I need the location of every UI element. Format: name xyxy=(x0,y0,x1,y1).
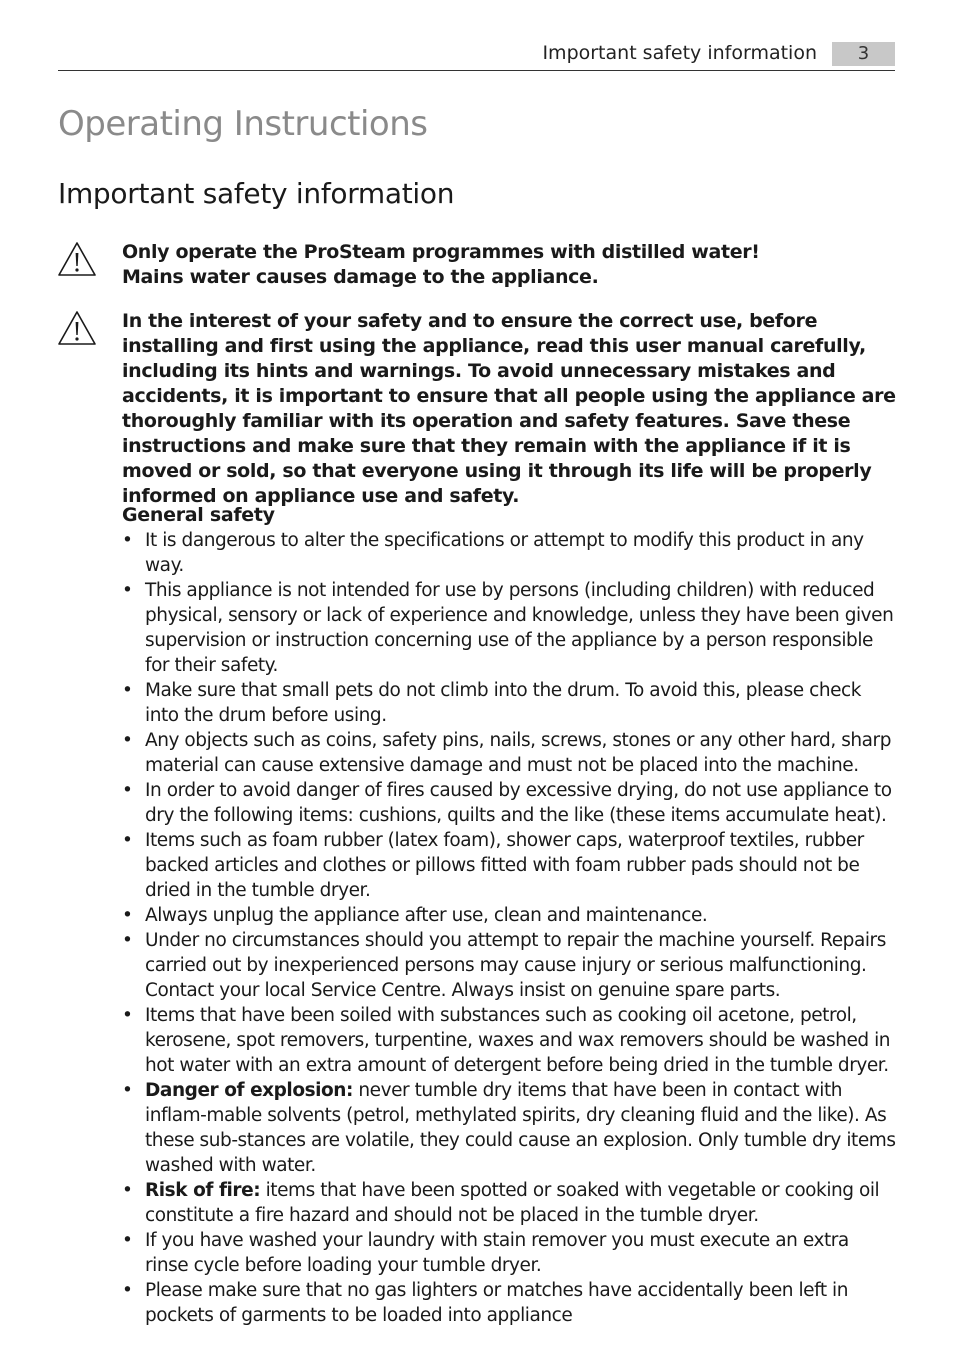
safety-list-item xyxy=(122,778,897,828)
header-title: Important safety information xyxy=(542,42,817,64)
general-safety-heading: General safety xyxy=(122,504,275,526)
bullet-icon: • xyxy=(122,1005,133,1026)
bullet-icon: • xyxy=(122,1280,133,1301)
item-text: It is dangerous to alter the specifications or attempt to modify this product in any way. xyxy=(145,530,864,576)
page-number: 3 xyxy=(832,42,895,66)
safety-list-item xyxy=(122,928,897,1003)
safety-list-item xyxy=(122,1078,897,1178)
bullet-icon: • xyxy=(122,780,133,801)
warning-paragraph: In the interest of your safety and to ensure the correct use, before installing and first using the appliance, read this user manual carefully, including its hints and warnings. To avoid unnecessary mistakes and accidents, it is important to ensure that all people using the appliance are thoroughly familiar with its operation and safety features. Save these instructions and make sure that they remain with the appliance if it is moved or sold, so that everyone using it through its life will be properly informed on appliance use and safety. xyxy=(122,310,896,507)
bullet-icon: • xyxy=(122,1080,133,1101)
safety-list-item xyxy=(122,1178,897,1228)
warning-distilled-water xyxy=(122,240,897,290)
item-text: never tumble dry items that have been in contact with inflam-mable solvents (petrol, methylated spirits, dry cleaning fluid and the like). As these sub-stances are volatile, they could cause an explosion. Only tumble dry items washed with water. xyxy=(145,1080,896,1176)
safety-list-item xyxy=(122,578,897,678)
bullet-icon: • xyxy=(122,1180,133,1201)
item-text: Always unplug the appliance after use, clean and maintenance. xyxy=(145,905,708,926)
warning-line: Mains water causes damage to the appliance. xyxy=(122,266,599,288)
item-text: Items such as foam rubber (latex foam), shower caps, waterproof textiles, rubber backed articles and clothes or pillows fitted with foam rubber pads should not be dried in the tumble dryer. xyxy=(145,830,864,901)
item-lead: Danger of explosion: xyxy=(145,1080,353,1101)
safety-list-item xyxy=(122,903,897,928)
item-text: Items that have been soiled with substances such as cooking oil acetone, petrol, kerosene, spot removers, turpentine, waxes and wax removers should be washed in hot water with an extra amount of detergent before being dried in the tumble dryer. xyxy=(145,1005,891,1076)
item-text: In order to avoid danger of fires caused by excessive drying, do not use appliance to dry the following items: cushions, quilts and the like (these items accumulate heat). xyxy=(145,780,892,826)
item-lead: Risk of fire: xyxy=(145,1180,261,1201)
bullet-icon: • xyxy=(122,905,133,926)
item-text: Under no circumstances should you attempt to repair the machine yourself. Repairs carried out by inexperienced persons may cause injury or serious malfunctioning. Contact your local Service Centre. Always insist on genuine spare parts. xyxy=(145,930,886,1001)
safety-list-item xyxy=(122,728,897,778)
bullet-icon: • xyxy=(122,830,133,851)
safety-list-item xyxy=(122,528,897,578)
item-text: Any objects such as coins, safety pins, nails, screws, stones or any other hard, sharp material can cause extensive damage and must not be placed into the machine. xyxy=(145,730,892,776)
item-text: items that have been spotted or soaked with vegetable or cooking oil constitute a fire hazard and should not be placed in the tumble dryer. xyxy=(145,1180,880,1226)
warning-line: Only operate the ProSteam programmes with distilled water! xyxy=(122,241,760,263)
page-title: Operating Instructions xyxy=(58,104,428,144)
safety-list-item xyxy=(122,1003,897,1078)
bullet-icon: • xyxy=(122,1230,133,1251)
warning-triangle-icon xyxy=(57,310,97,346)
item-text: This appliance is not intended for use by persons (including children) with reduced physical, sensory or lack of experience and knowledge, unless they have been given supervision or instruction concerning use of the appliance by a person responsible for their safety. xyxy=(145,580,894,676)
safety-list-item xyxy=(122,1278,897,1328)
bullet-icon: • xyxy=(122,580,133,601)
safety-list-item xyxy=(122,828,897,903)
warning-read-manual xyxy=(122,309,897,509)
bullet-icon: • xyxy=(122,680,133,701)
warning-triangle-icon xyxy=(57,241,97,277)
bullet-icon: • xyxy=(122,930,133,951)
header-divider xyxy=(58,70,895,71)
safety-list-item xyxy=(122,678,897,728)
bullet-icon: • xyxy=(122,730,133,751)
general-safety-list xyxy=(122,528,897,1328)
section-title: Important safety information xyxy=(58,177,455,210)
item-text: Make sure that small pets do not climb into the drum. To avoid this, please check into the drum before using. xyxy=(145,680,862,726)
item-text: Please make sure that no gas lighters or matches have accidentally been left in pockets of garments to be loaded into appliance xyxy=(145,1280,849,1326)
safety-list-item xyxy=(122,1228,897,1278)
item-text: If you have washed your laundry with stain remover you must execute an extra rinse cycle before loading your tumble dryer. xyxy=(145,1230,849,1276)
bullet-icon: • xyxy=(122,530,133,551)
